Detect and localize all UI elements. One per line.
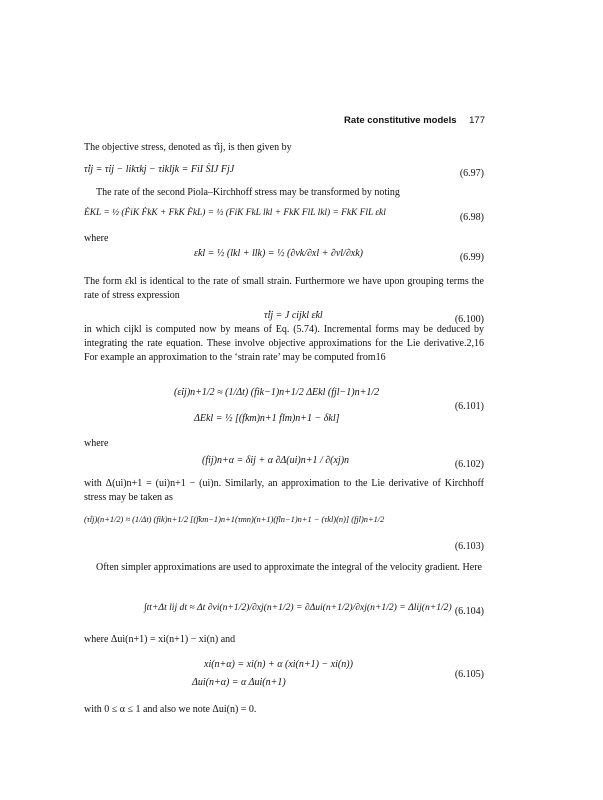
equation-body: ∫tt+Δt lij dt ≈ Δt ∂vi(n+1/2)/∂xj(n+1/2) = ∂Δui(n+1/2)/∂xj(n+1/2) = Δlij(n+1/2) xyxy=(144,602,452,613)
paragraph: The form ε̇kl is identical to the rate of small strain. Furthermore we have upon grouping terms the rate of stress expression xyxy=(84,276,484,301)
equation-6-102 xyxy=(84,455,484,477)
equation-body: ΔEkl = ½ [(fkm)n+1 flm)n+1 − δkl] xyxy=(194,413,340,424)
equation-6-103-number xyxy=(84,541,484,563)
equation-number: (6.99) xyxy=(459,252,484,263)
paragraph: The rate of the second Piola–Kirchhoff stress may be transformed by noting xyxy=(96,187,400,198)
equation-body: ĖKL = ½ (ḞiK ḞkK + FkK ḞkL) = ½ (FiK FkL lkl + FkK FlL lkl) = FkK FlL ε̇kl xyxy=(84,208,386,218)
chapter-title: Rate constitutive models xyxy=(344,115,457,126)
running-header xyxy=(344,115,485,126)
paragraph: with Δ(ui)n+1 = (ui)n+1 − (ui)n. Similarly, an approximation to the Lie derivative of Kirchhoff stress may be taken as xyxy=(84,478,484,503)
equation-number: (6.102) xyxy=(454,459,484,470)
equation-6-101b xyxy=(84,413,484,435)
equation-body: (ε̇ij)n+1/2 ≈ (1/Δt) (fik−1)n+1/2 ΔEkl (fjl−1)n+1/2 xyxy=(174,387,380,398)
equation-body: τ̊ij = J cijkl ε̇kl xyxy=(264,310,323,321)
paragraph: with 0 ≤ α ≤ 1 and also we note Δui(n) = 0. xyxy=(84,704,257,715)
equation-body: τ̊ij = τ̇ij − likτkj − τikljk = FiI ṠIJ FjJ xyxy=(84,164,235,175)
equation-body: (fij)n+α = δij + α ∂Δ(ui)n+1 / ∂(xj)n xyxy=(202,455,350,466)
equation-number: (6.101) xyxy=(454,401,484,412)
equation-6-97 xyxy=(84,164,484,186)
equation-6-104 xyxy=(84,602,484,624)
equation-body: ε̇kl = ½ (lkl + llk) = ½ (∂vk/∂xl + ∂vl/∂xk) xyxy=(194,248,363,259)
equation-number: (6.104) xyxy=(454,606,484,617)
equation-6-99 xyxy=(84,248,484,270)
equation-number: (6.103) xyxy=(454,541,484,552)
paragraph: where Δui(n+1) = xi(n+1) − xi(n) and xyxy=(84,634,236,645)
paragraph: where xyxy=(84,438,109,449)
equation-body: Δui(n+α) = α Δui(n+1) xyxy=(192,677,286,688)
equation-number: (6.97) xyxy=(459,168,484,179)
equation-number: (6.105) xyxy=(454,669,484,680)
equation-number: (6.100) xyxy=(454,314,484,325)
paragraph: in which cijkl is computed now by means of Eq. (5.74). Incremental forms may be deduced by integrating the rate equation. These involve objective approximations for the Lie derivative.2,16 For example an approximation to the ‘strain rate’ may be computed from16 xyxy=(84,324,484,363)
paragraph: where xyxy=(84,233,109,244)
equation-6-105b xyxy=(84,677,484,699)
equation-body: xi(n+α) = xi(n) + α (xi(n+1) − xi(n)) xyxy=(204,659,353,670)
paragraph: The objective stress, denoted as τ̊ij, is then given by xyxy=(84,142,292,153)
paragraph: Often simpler approximations are used to approximate the integral of the velocity gradient. Here xyxy=(96,562,482,573)
equation-6-103 xyxy=(84,515,484,537)
equation-6-98 xyxy=(84,208,484,230)
page-number: 177 xyxy=(469,115,485,126)
equation-number: (6.98) xyxy=(459,212,484,223)
equation-body: (τ̊ij)(n+1/2) ≈ (1/Δt) (fik)n+1/2 [(fkm−1)n+1(τmn)(n+1)(fln−1)n+1 − (τkl)(n)] (fjl)n+1/2 xyxy=(84,515,385,524)
equation-6-101a xyxy=(84,387,484,412)
